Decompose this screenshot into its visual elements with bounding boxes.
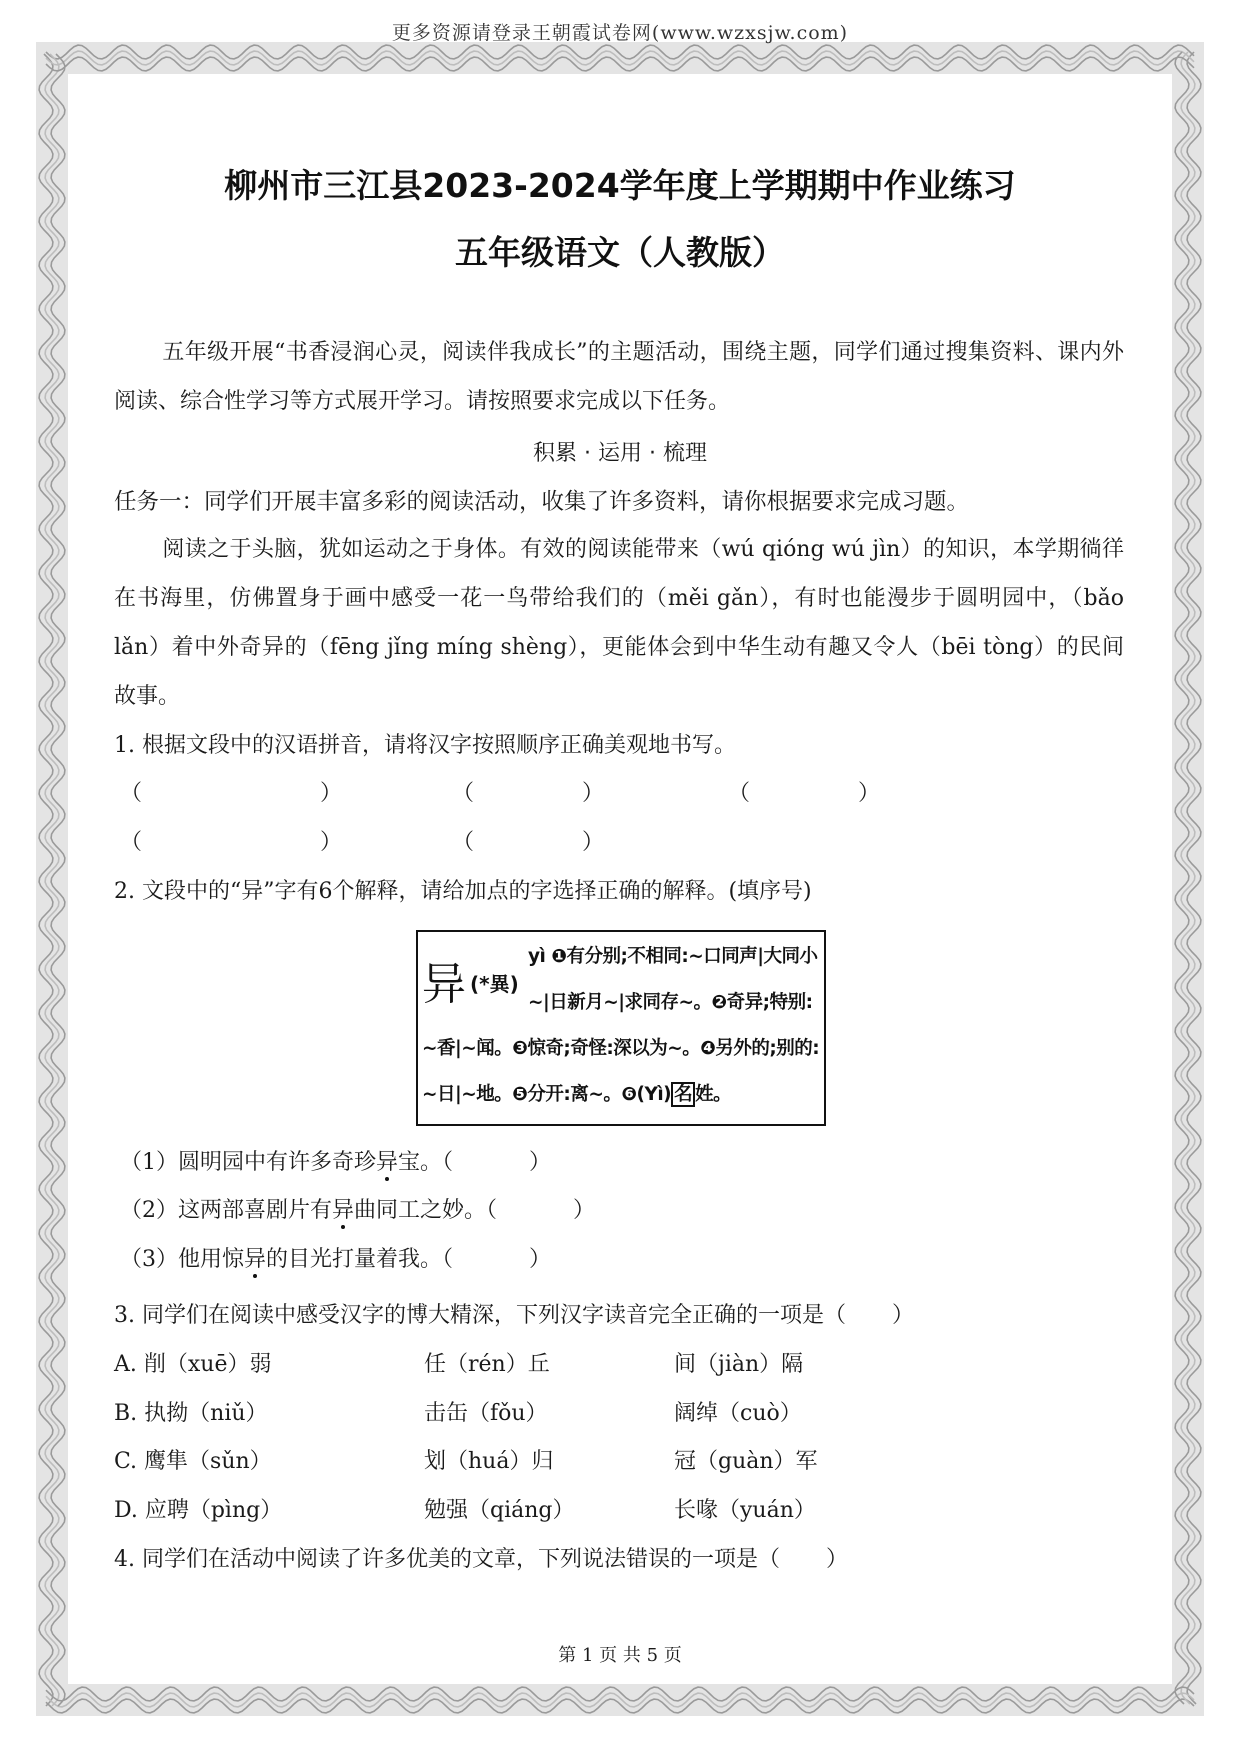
- intro-text: 五年级开展“书香浸润心灵，阅读伴我成长”的主题活动，围绕主题，同学们通过搜集资料、课内外阅读、综合性学习等方式展开学习。请按照要求完成以下任务。: [114, 340, 1124, 414]
- option-a[interactable]: A. 削（xuē）弱: [114, 1352, 272, 1377]
- dictionary-line-3: ~香|~闻。❸惊奇;奇怪:深以为~。❹另外的;别的:: [422, 1038, 820, 1059]
- option-a-item-3: 间（jiàn）隔: [674, 1352, 804, 1377]
- question-3: 3. 同学们在阅读中感受汉字的博大精深，下列汉字读音完全正确的一项是（ ）: [114, 1303, 915, 1328]
- dictionary-headword: 异: [422, 959, 466, 1010]
- option-d-item-3: 长喙（yuán）: [674, 1498, 816, 1523]
- dictionary-entry-box: [416, 930, 826, 1126]
- answer-blank-1[interactable]: （ ）: [120, 781, 343, 806]
- option-b[interactable]: B. 执拗（niǔ）: [114, 1401, 268, 1426]
- dictionary-traditional-form: (*異): [470, 972, 519, 996]
- section-heading: 积累 · 运用 · 梳理: [533, 441, 707, 466]
- answer-blank-3[interactable]: （ ）: [728, 781, 881, 806]
- option-a-item-2: 任（rén）丘: [424, 1352, 550, 1377]
- intro-paragraph: [114, 328, 1124, 426]
- sub-question-3: （3）他用惊异的目光打量着我。（ ）: [120, 1247, 552, 1272]
- option-d[interactable]: D. 应聘（pìng）: [114, 1498, 283, 1523]
- answer-blank-4[interactable]: （ ）: [120, 830, 343, 855]
- dictionary-line-4: ~日|~地。❺分开:离~。❻(Yì) 名 姓。: [422, 1084, 732, 1105]
- question-2: 2. 文段中的“异”字有6个解释，请给加点的字选择正确的解释。(填序号): [114, 879, 812, 904]
- question-1: 1. 根据文段中的汉语拼音，请将汉字按照顺序正确美观地书写。: [114, 733, 736, 758]
- emphasis-dot-char: 异: [376, 1150, 399, 1175]
- emphasis-dot-char: 异: [244, 1247, 267, 1272]
- question-4: 4. 同学们在活动中阅读了许多优美的文章，下列说法错误的一项是（ ）: [114, 1547, 849, 1572]
- boxed-char: 名: [671, 1082, 695, 1107]
- sub-question-1: （1）圆明园中有许多奇珍异宝。（ ）: [120, 1150, 552, 1175]
- answer-blank-5[interactable]: （ ）: [452, 830, 605, 855]
- sub-question-2: （2）这两部喜剧片有异曲同工之妙。（ ）: [120, 1198, 596, 1223]
- answer-blank-2[interactable]: （ ）: [452, 781, 605, 806]
- reading-passage: [114, 525, 1124, 721]
- option-d-item-2: 勉强（qiáng）: [424, 1498, 575, 1523]
- page-number-footer: 第 1 页 共 5 页: [558, 1645, 682, 1666]
- dictionary-line-2: ~|日新月~|求同存~。❷奇异;特别:: [528, 992, 813, 1013]
- header-source-note: 更多资源请登录王朝霞试卷网(www.wzxsjw.com): [391, 22, 849, 44]
- option-c-item-3: 冠（guàn）军: [674, 1449, 818, 1474]
- passage-text: 阅读之于头脑，犹如运动之于身体。有效的阅读能带来（wú qióng wú jìn）的知识，本学期徜徉在书海里，仿佛置身于画中感受一花一鸟带给我们的（měi gǎn），有时也能漫步于圆明园中，（bǎo lǎn）着中外奇异的（fēng jǐng míng shèng），更能体会到中华生动有趣又令人（bēi tòng）的民间故事。: [114, 537, 1124, 709]
- exam-title: 柳州市三江县2023-2024学年度上学期期中作业练习: [224, 166, 1016, 205]
- option-c[interactable]: C. 鹰隼（sǔn）: [114, 1449, 272, 1474]
- option-b-item-3: 阔绰（cuò）: [674, 1401, 802, 1426]
- exam-subtitle: 五年级语文（人教版）: [455, 233, 785, 272]
- task-one-heading: 任务一：同学们开展丰富多彩的阅读活动，收集了许多资料，请你根据要求完成习题。: [114, 489, 970, 515]
- option-c-item-2: 划（huá）归: [424, 1449, 554, 1474]
- emphasis-dot-char: 异: [332, 1198, 355, 1223]
- option-b-item-2: 击缶（fǒu）: [424, 1401, 548, 1426]
- dictionary-line-1: yì ❶有分别;不相同:~口同声|大同小: [528, 946, 818, 967]
